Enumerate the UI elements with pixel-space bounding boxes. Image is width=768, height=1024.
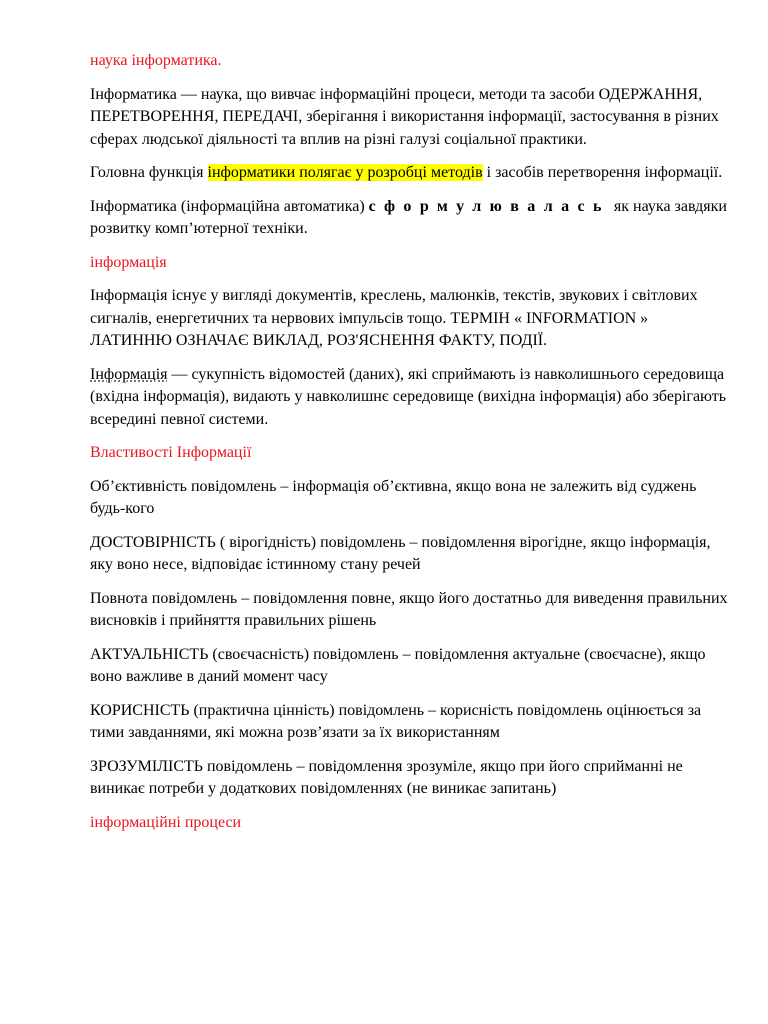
paragraph-info-definition xyxy=(90,364,730,432)
spaced-bold-word: сформулювалась xyxy=(368,197,610,215)
highlighted-text: інформатики полягає у розробці методів xyxy=(207,164,483,181)
automatics-tail: як наука завдяки розвитку комп’ютерної техніки. xyxy=(90,197,727,237)
heading-processes: інформаційні процеси xyxy=(90,813,242,831)
property-clarity: ЗРОЗУМІЛІСТЬ повідомлень – повідомлення зрозуміле, якщо при його сприйманні не виникає потреби у додаткових повідомленнях (не виникає запитань) xyxy=(90,757,683,797)
paragraph-info-forms: Інформація існує у вигляді документів, креслень, малюнків, текстів, звукових і світлових сигналів, енергетичних та нервових імпульсів тощо. ТЕРМІН « INFORMATION » ЛАТИННЮ ОЗНАЧАЄ ВИКЛАД, РОЗ'ЯСНЕННЯ ФАКТУ, ПОДІЇ. xyxy=(90,287,698,349)
property-usefulness: КОРИСНІСТЬ (практична цінність) повідомлень – корисність повідомлень оцінюється за тими завданнями, які можна розв’язати за їх використанням xyxy=(90,701,702,741)
document-page xyxy=(90,50,730,845)
paragraph-automatics xyxy=(90,196,730,241)
heading-science: наука інформатика. xyxy=(90,52,222,69)
property-completeness: Повнота повідомлень – повідомлення повне, якщо його достатньо для виведення правильних висновків і прийняття правильних рішень xyxy=(90,589,728,629)
heading-properties: Властивості Інформації xyxy=(90,444,252,461)
paragraph-main-function xyxy=(90,162,730,185)
property-objectivity: Об’єктивність повідомлень – інформація об’єктивна, якщо вона не залежить від суджень будь-кого xyxy=(90,477,697,517)
paragraph-definition: Інформатика — наука, що вивчає інформаційні процеси, методи та засоби ОДЕРЖАННЯ, ПЕРЕТВОРЕННЯ, ПЕРЕДАЧІ, зберігання і використання інформації, застосування в різних сферах людської діяльності та вплив на різні галузі соціальної практики. xyxy=(90,85,719,148)
term-information: Інформація xyxy=(90,365,168,383)
property-relevance: АКТУАЛЬНІСТЬ (своєчасність) повідомлень – повідомлення актуальне (своєчасне), якщо воно важливе в даний момент часу xyxy=(90,645,706,685)
main-function-text: Головна функція xyxy=(90,164,208,181)
property-reliability: ДОСТОВІРНІСТЬ ( вірогідність) повідомлень – повідомлення вірогідне, якщо інформація, яку воно несе, відповідає істинному стану речей xyxy=(90,533,711,573)
automatics-text: Інформатика (інформаційна автоматика) xyxy=(90,197,369,215)
main-function-tail: і засобів перетворення інформації. xyxy=(482,164,723,181)
heading-information: інформація xyxy=(90,253,167,271)
info-definition-text: — сукупність відомостей (даних), які сприймають із навколишнього середовища (вхідна інформація), видають у навколишнє середовище (вихідна інформація) або зберігають всередині певної системи. xyxy=(90,365,727,428)
